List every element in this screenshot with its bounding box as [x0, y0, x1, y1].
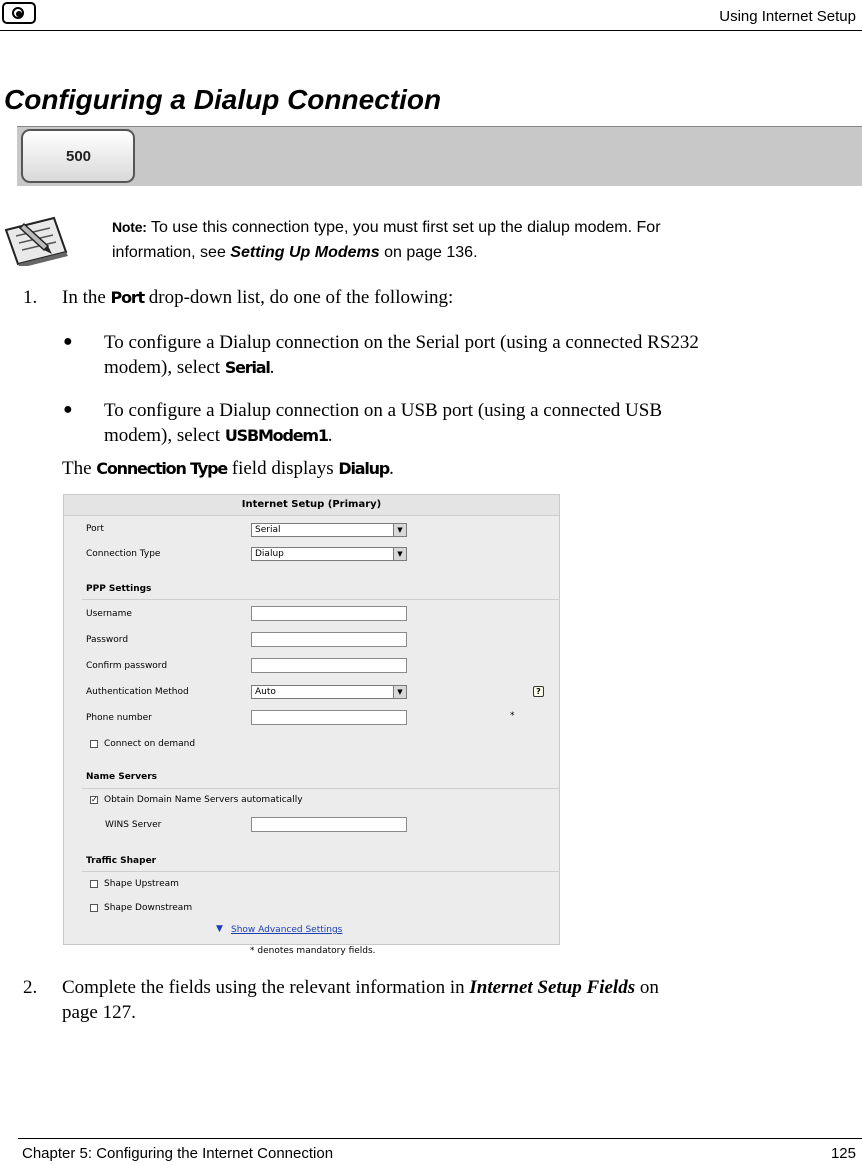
connection-type-select[interactable]: Dialup ▼: [251, 547, 407, 561]
show-advanced-settings-link[interactable]: Show Advanced Settings: [231, 925, 343, 935]
help-icon[interactable]: ?: [533, 686, 544, 697]
divider: [82, 871, 560, 872]
ppp-settings-heading: PPP Settings: [86, 584, 152, 594]
phone-number-input[interactable]: [251, 710, 407, 725]
screenshot-title: Internet Setup (Primary): [64, 495, 559, 516]
section-heading: Configuring a Dialup Connection: [4, 84, 442, 115]
mandatory-footnote: * denotes mandatory fields.: [250, 946, 376, 956]
note-text: Note: To use this connection type, you must first set up the dialup modem. For information, see Setting Up Modems on page 136.: [112, 219, 661, 261]
username-input[interactable]: [251, 606, 407, 621]
chevron-down-icon: ▼: [393, 524, 406, 536]
traffic-shaper-heading: Traffic Shaper: [86, 856, 157, 866]
note-link[interactable]: Setting Up Modems: [230, 244, 380, 261]
note-label: Note:: [112, 219, 147, 235]
internet-setup-screenshot: [63, 494, 560, 956]
step-1-text: In the Port drop-down list, do one of the following:: [62, 287, 454, 308]
shape-upstream-checkbox[interactable]: [90, 880, 98, 888]
model-badge: 500: [21, 129, 135, 183]
auth-method-label: Authentication Method: [86, 687, 189, 697]
connect-on-demand-checkbox[interactable]: [90, 740, 98, 748]
password-input[interactable]: [251, 632, 407, 647]
running-header: Using Internet Setup: [719, 8, 856, 25]
phone-number-label: Phone number: [86, 713, 152, 723]
step-2-number: 2.: [23, 977, 38, 998]
chevron-down-icon: ▼: [393, 548, 406, 560]
wins-server-label: WINS Server: [105, 820, 162, 830]
obtain-dns-checkbox[interactable]: ✓: [91, 795, 98, 804]
chapter-footer: Chapter 5: Configuring the Internet Connection: [22, 1145, 334, 1162]
bullet-2-text: To configure a Dialup connection on a USB port (using a connected USB modem), select USBModem1.: [104, 400, 662, 446]
mandatory-asterisk: *: [510, 711, 515, 721]
name-servers-heading: Name Servers: [86, 772, 158, 782]
product-logo-icon: [2, 2, 36, 24]
step-1-number: 1.: [23, 287, 38, 308]
connect-on-demand-label: Connect on demand: [104, 739, 196, 749]
username-label: Username: [86, 609, 132, 619]
connection-type-label: Connection Type: [86, 549, 161, 559]
step-2-text: Complete the fields using the relevant information in Internet Setup Fields on page 127.: [62, 977, 659, 1023]
bullet-dot: ●: [63, 333, 73, 350]
note-pencil-icon: [2, 210, 70, 266]
bullet-1-text: To configure a Dialup connection on the Serial port (using a connected RS232 modem), select Serial.: [104, 332, 699, 378]
port-select[interactable]: Serial ▼: [251, 523, 407, 537]
auth-method-select[interactable]: Auto ▼: [251, 685, 407, 699]
shape-downstream-label: Shape Downstream: [104, 903, 193, 913]
chevron-down-icon: ▼: [393, 686, 406, 698]
divider: [82, 788, 560, 789]
internet-setup-fields-link[interactable]: Internet Setup Fields: [469, 977, 636, 998]
model-bar: [17, 126, 862, 186]
obtain-dns-label: Obtain Domain Name Servers automatically: [104, 795, 303, 805]
confirm-password-input[interactable]: [251, 658, 407, 673]
triangle-down-icon: ▼: [216, 924, 223, 934]
password-label: Password: [86, 635, 129, 645]
divider: [82, 599, 560, 600]
shape-upstream-label: Shape Upstream: [104, 879, 179, 889]
page-number: 125: [830, 1145, 856, 1162]
bullet-dot: ●: [63, 401, 73, 418]
port-label: Port: [86, 524, 104, 534]
shape-downstream-checkbox[interactable]: [90, 904, 98, 912]
header-rule: [0, 30, 862, 31]
connection-type-text: The Connection Type field displays Dialup.: [62, 458, 394, 479]
confirm-password-label: Confirm password: [86, 661, 168, 671]
wins-server-input[interactable]: [251, 817, 407, 832]
footer-rule: [18, 1138, 862, 1139]
